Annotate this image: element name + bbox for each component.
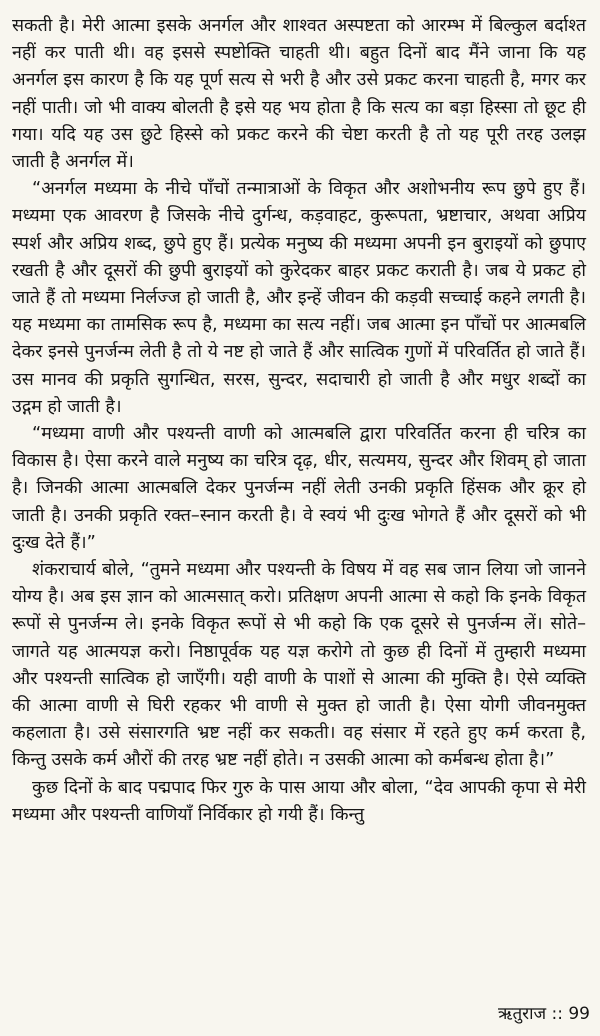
paragraph-4: शंकराचार्य बोले, “तुमने मध्यमा और पश्यन्ती के विषय में वह सब जान लिया जो जानने योग्य है। अब इस ज्ञान को आत्मसात् करो। प्रतिक्षण अपनी आत्मा से कहो कि इनके विकृत रूपों से पुनर्जन्म ले। इनके विकृत रूपों से भी कहो कि एक दूसरे से पुनर्जन्म लें। सोते–जागते यह आत्मयज्ञ करो। निष्ठापूर्वक यह यज्ञ करोगे तो कुछ ही दिनों में तुम्हारी मध्यमा और पश्यन्ती सात्विक हो जाएँगी। यही वाणी के पाशों से आत्मा की मुक्ति है। ऐसे व्यक्ति की आत्मा वाणी से घिरी रहकर भी वाणी से मुक्त हो जाती है। ऐसा योगी जीवनमुक्त कहलाता है। उसे संसारगति भ्रष्ट नहीं कर सकती। वह संसार में रहते हुए कर्म करता है, किन्तु उसके कर्म औरों की तरह भ्रष्ट नहीं होते। न उसकी आत्मा को कर्मबन्ध होता है।” [12,559,586,771]
body-text [12,12,586,828]
paragraph-1: सकती है। मेरी आत्मा इसके अनर्गल और शाश्वत अस्पष्टता को आरम्भ में बिल्कुल बर्दाश्त नहीं कर पाती थी। वह इससे स्पष्टोक्ति चाहती थी। बहुत दिनों बाद मैंने जाना कि यह अनर्गल इस कारण है कि यह पूर्ण सत्य से भरी है और उसे प्रकट करना चाहती है, मगर कर नहीं पाती। जो भी वाक्य बोलती है इसे यह भय होता है कि सत्य का बड़ा हिस्सा तो छूट ही गया। यदि यह उस छुटे हिस्से को प्रकट करने की चेष्टा करती है तो यह पूरी तरह उलझ जाती है अनर्गल में। [12,15,586,173]
paragraph-5: कुछ दिनों के बाद पद्मपाद फिर गुरु के पास आया और बोला, “देव आपकी कृपा से मेरी मध्यमा और पश्यन्ती वाणियाँ निर्विकार हो गयी हैं। किन्तु [12,776,586,825]
paragraph-2: “अनर्गल मध्यमा के नीचे पाँचों तन्मात्राओं के विकृत और अशोभनीय रूप छुपे हुए हैं। मध्यमा एक आवरण है जिसके नीचे दुर्गन्ध, कड़वाहट, कुरूपता, भ्रष्टाचार, अथवा अप्रिय स्पर्श और अप्रिय शब्द, छुपे हुए हैं। प्रत्येक मनुष्य की मध्यमा अपनी इन बुराइयों को छुपाए रखती है और दूसरों की छुपी बुराइयों को कुरेदकर बाहर प्रकट कराती है। जब ये प्रकट हो जाते हैं तो मध्यमा निर्लज्ज हो जाती है, और इन्हें जीवन की कड़वी सच्चाई कहने लगती है। यह मध्यमा का तामसिक रूप है, मध्यमा का सत्य नहीं। जब आत्मा इन पाँचों पर आत्मबलि देकर इनसे पुनर्जन्म लेती है तो ये नष्ट हो जाते हैं और सात्विक गुणों में परिवर्तित हो जाते हैं। उस मानव की प्रकृति सुगन्धित, सरस, सुन्दर, सदाचारी हो जाती है और मधुर शब्दों का उद्गम हो जाती है। [12,178,586,417]
paragraph-3: “मध्यमा वाणी और पश्यन्ती वाणी को आत्मबलि द्वारा परिवर्तित करना ही चरित्र का विकास है। ऐसा करने वाले मनुष्य का चरित्र दृढ़, धीर, सत्यमय, सुन्दर और शिवम् हो जाता है। जिनकी आत्मा आत्मबलि देकर पुनर्जन्म नहीं लेती उनकी प्रकृति हिंसक और क्रूर हो जाती है। उनकी प्रकृति रक्त–स्नान करती है। वे स्वयं भी दुःख भोगते हैं और दूसरों को भी दुःख देते हैं।” [12,423,586,553]
page-footer: ऋतुराज :: 99 [497,1004,590,1024]
